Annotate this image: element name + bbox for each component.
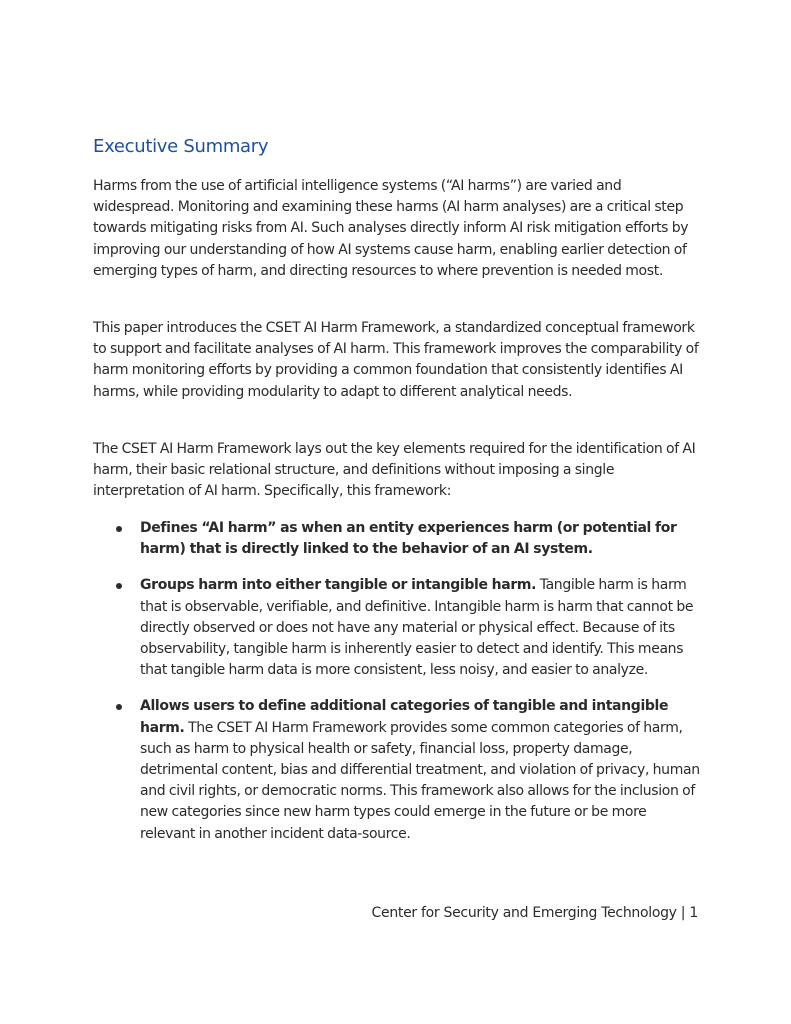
list-item [93,518,705,560]
bullet-bold-text: Groups harm into either tangible or intangible harm. [140,577,537,594]
bullet-point-icon [116,526,122,532]
bullet-text: Tangible harm is harm that is observable, verifiable, and definitive. Intangible harm is harm that cannot be directly observed or does not have any material or physical effect. Because of its observability, tangible harm is inherently easier to detect and identify. This means that tangible harm data is more consistent, less noisy, and easier to analyze. [140,577,694,679]
section-heading: Executive Summary [93,136,269,157]
bullet-point-icon [116,583,122,589]
paragraph-elements: The CSET AI Harm Framework lays out the key elements required for the identification of AI harm, their basic relational structure, and definitions without imposing a single interpretation of AI harm. Specifically, this framework: [93,441,696,500]
paragraph-intro: Harms from the use of artificial intelligence systems (“AI harms”) are varied and widespread. Monitoring and examining these harms (AI harm analyses) are a critical step towards mitigating risks from AI. Such analyses directly inform AI risk mitigation efforts by improving our understanding of how AI systems cause harm, enabling earlier detection of emerging types of harm, and directing resources to where prevention is needed most. [93,178,689,279]
list-item [93,575,705,681]
bullet-bold-text: Defines “AI harm” as when an entity experiences harm (or potential for harm) that is directly linked to the behavior of an AI system. [140,520,677,558]
page-footer: Center for Security and Emerging Technology | 1 [371,905,698,921]
bullet-text: The CSET AI Harm Framework provides some common categories of harm, such as harm to physical health or safety, financial loss, property damage, detrimental content, bias and differential treatment, and violation of privacy, human and civil rights, or democratic norms. This framework also allows for the inclusion of new categories since new harm types could emerge in the future or be more relevant in another incident data-source. [140,719,700,842]
bullet-bold-text: Allows users to define additional categories of tangible and intangible harm. [140,698,669,736]
bullet-point-icon [116,704,122,710]
paragraph-framework: This paper introduces the CSET AI Harm Framework, a standardized conceptual framework to support and facilitate analyses of AI harm. This framework improves the comparability of harm monitoring efforts by providing a common foundation that consistently identifies AI harms, while providing modularity to adapt to different analytical needs. [93,320,699,400]
list-item [93,696,705,844]
framework-bullet-list [93,518,705,845]
